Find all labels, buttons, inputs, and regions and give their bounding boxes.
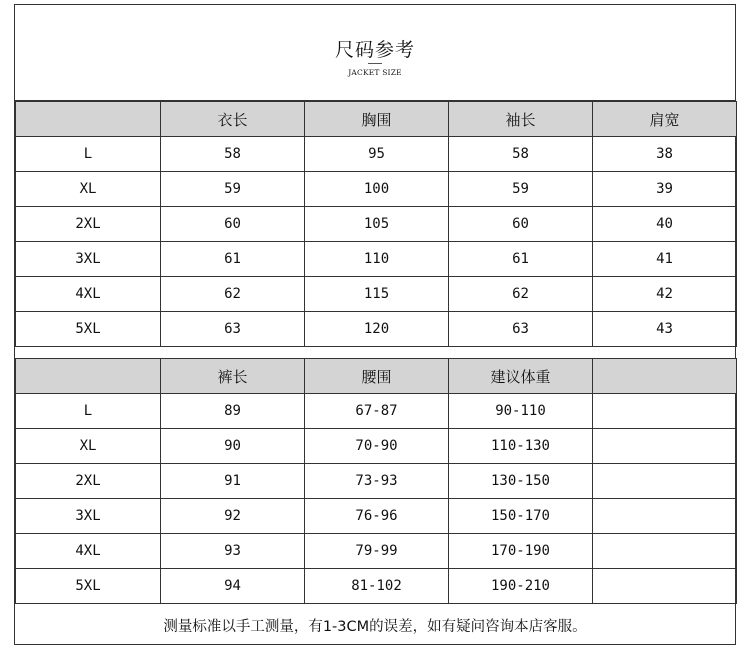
- table-cell: 40: [593, 207, 737, 242]
- size-label: 3XL: [16, 499, 161, 534]
- table-cell: 110: [305, 242, 449, 277]
- table-row: [16, 277, 737, 312]
- size-label: XL: [16, 429, 161, 464]
- table-cell: 94: [161, 569, 305, 604]
- column-header: 建议体重: [449, 359, 593, 394]
- table-cell: 62: [161, 277, 305, 312]
- jacket-header-row: [16, 102, 737, 137]
- table-row: [16, 429, 737, 464]
- size-label: 2XL: [16, 464, 161, 499]
- size-label: 4XL: [16, 534, 161, 569]
- table-cell: 59: [449, 172, 593, 207]
- table-cell: 76-96: [305, 499, 449, 534]
- table-cell: [593, 569, 737, 604]
- table-cell: 43: [593, 312, 737, 347]
- table-cell: 79-99: [305, 534, 449, 569]
- chart-header: [15, 5, 735, 101]
- table-cell: 81-102: [305, 569, 449, 604]
- column-header: [16, 102, 161, 137]
- column-header: 腰围: [305, 359, 449, 394]
- jacket-size-table: [15, 101, 737, 347]
- column-header: 衣长: [161, 102, 305, 137]
- table-cell: 110-130: [449, 429, 593, 464]
- table-cell: 115: [305, 277, 449, 312]
- table-cell: 63: [161, 312, 305, 347]
- table-cell: 58: [161, 137, 305, 172]
- column-header: 裤长: [161, 359, 305, 394]
- pants-header-row: [16, 359, 737, 394]
- table-cell: 190-210: [449, 569, 593, 604]
- title-divider: [368, 63, 382, 64]
- table-row: [16, 172, 737, 207]
- table-cell: 70-90: [305, 429, 449, 464]
- table-cell: 90-110: [449, 394, 593, 429]
- table-row: [16, 242, 737, 277]
- table-cell: 92: [161, 499, 305, 534]
- measurement-note: 测量标准以手工测量，有1-3CM的误差，如有疑问咨询本店客服。: [163, 619, 587, 635]
- table-cell: 59: [161, 172, 305, 207]
- pants-size-table: [15, 358, 737, 604]
- table-cell: 62: [449, 277, 593, 312]
- table-cell: [593, 429, 737, 464]
- size-label: 3XL: [16, 242, 161, 277]
- table-cell: 105: [305, 207, 449, 242]
- table-cell: [593, 464, 737, 499]
- size-label: L: [16, 137, 161, 172]
- table-row: [16, 534, 737, 569]
- size-label: XL: [16, 172, 161, 207]
- table-row: [16, 312, 737, 347]
- size-chart: [14, 4, 736, 645]
- column-header: 肩宽: [593, 102, 737, 137]
- column-header: [16, 359, 161, 394]
- column-header: [593, 359, 737, 394]
- table-cell: [593, 499, 737, 534]
- table-cell: 38: [593, 137, 737, 172]
- size-label: 4XL: [16, 277, 161, 312]
- table-cell: 60: [449, 207, 593, 242]
- table-cell: 130-150: [449, 464, 593, 499]
- table-row: [16, 499, 737, 534]
- table-row: [16, 569, 737, 604]
- chart-subtitle: JACKET SIZE: [348, 68, 402, 77]
- chart-title: 尺码参考: [334, 39, 415, 61]
- table-cell: 61: [449, 242, 593, 277]
- table-cell: 95: [305, 137, 449, 172]
- size-label: 5XL: [16, 312, 161, 347]
- table-cell: 150-170: [449, 499, 593, 534]
- table-row: [16, 394, 737, 429]
- table-row: [16, 464, 737, 499]
- table-cell: 60: [161, 207, 305, 242]
- table-cell: 39: [593, 172, 737, 207]
- table-cell: 41: [593, 242, 737, 277]
- table-cell: 120: [305, 312, 449, 347]
- table-cell: 89: [161, 394, 305, 429]
- table-cell: 73-93: [305, 464, 449, 499]
- column-header: 袖长: [449, 102, 593, 137]
- table-cell: 58: [449, 137, 593, 172]
- table-cell: 42: [593, 277, 737, 312]
- size-label: 5XL: [16, 569, 161, 604]
- table-cell: 90: [161, 429, 305, 464]
- table-cell: 63: [449, 312, 593, 347]
- table-cell: [593, 394, 737, 429]
- table-row: [16, 137, 737, 172]
- table-cell: [593, 534, 737, 569]
- table-cell: 93: [161, 534, 305, 569]
- table-cell: 67-87: [305, 394, 449, 429]
- size-label: L: [16, 394, 161, 429]
- column-header: 胸围: [305, 102, 449, 137]
- table-row: [16, 207, 737, 242]
- table-cell: 100: [305, 172, 449, 207]
- table-cell: 91: [161, 464, 305, 499]
- table-cell: 61: [161, 242, 305, 277]
- size-label: 2XL: [16, 207, 161, 242]
- table-cell: 170-190: [449, 534, 593, 569]
